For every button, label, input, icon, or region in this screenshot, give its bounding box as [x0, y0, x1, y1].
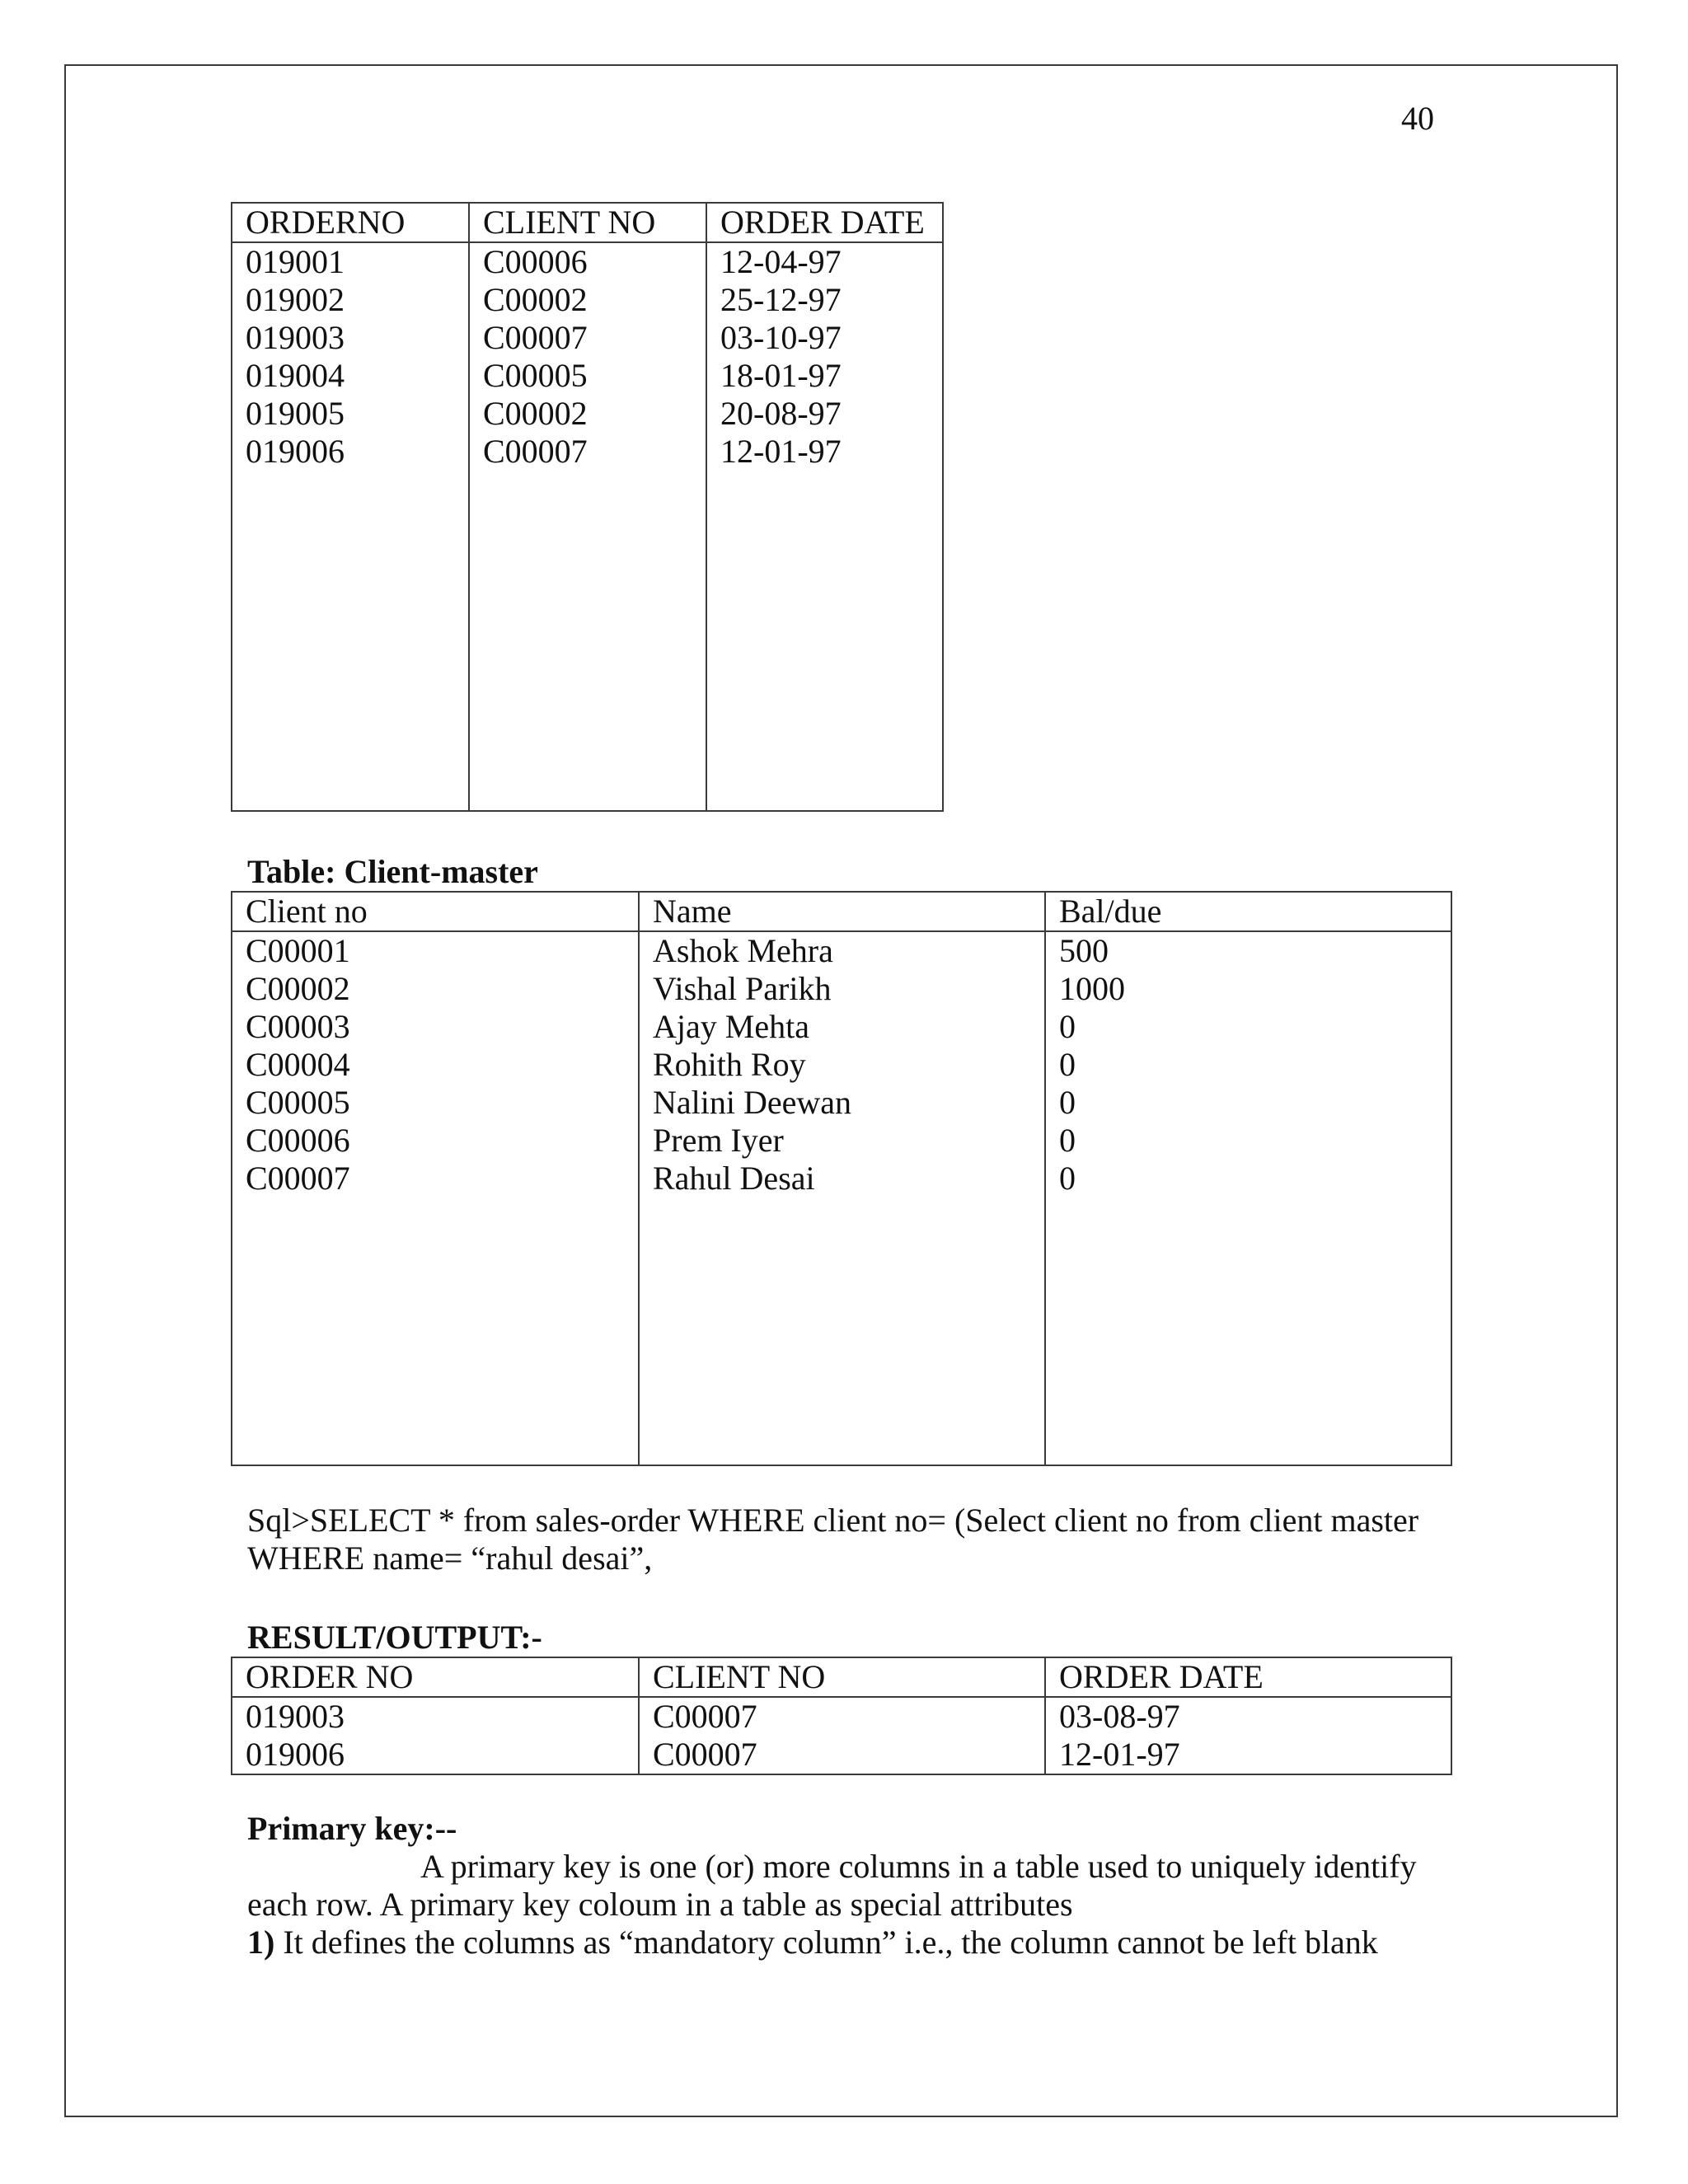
sql-query-line: WHERE name= “rahul desai”,	[247, 1540, 653, 1577]
order-no-column	[232, 1697, 639, 1774]
table-cell: 019006	[246, 433, 345, 470]
table-cell: Ashok Mehra	[653, 932, 833, 969]
column-header: Name	[639, 892, 1045, 931]
table-cell: 0	[1059, 1084, 1076, 1121]
table-cell: Vishal Parikh	[653, 970, 832, 1007]
client-no-column	[469, 242, 706, 811]
result-caption: RESULT/OUTPUT:-	[247, 1619, 542, 1656]
column-header: Bal/due	[1045, 892, 1451, 931]
table-cell: 0	[1059, 1008, 1076, 1045]
table-cell: 12-04-97	[720, 243, 842, 280]
client-no-column	[639, 1697, 1045, 1774]
table-cell: C00007	[483, 319, 588, 356]
point-number: 1)	[247, 1924, 275, 1961]
table-cell: 0	[1059, 1160, 1076, 1197]
table-header-row	[232, 892, 1451, 931]
table-body	[232, 931, 1451, 1465]
client-master-table	[231, 891, 1452, 1466]
primary-key-heading: Primary key:--	[247, 1810, 457, 1847]
table-cell: 500	[1059, 932, 1109, 969]
table-cell: 0	[1059, 1122, 1076, 1159]
column-header: ORDER NO	[232, 1657, 639, 1697]
order-date-column	[1045, 1697, 1451, 1774]
table-cell: Rohith Roy	[653, 1046, 806, 1083]
bal-due-column	[1045, 931, 1451, 1465]
table-cell: C00004	[246, 1046, 350, 1083]
table-cell: 019004	[246, 357, 345, 394]
sql-query-line: Sql>SELECT * from sales-order WHERE client no= (Select client no from client master	[247, 1502, 1419, 1539]
order-date-column	[706, 242, 943, 811]
table-cell: 019003	[246, 319, 345, 356]
table-cell: C00005	[483, 357, 588, 394]
primary-key-body	[247, 1848, 1533, 1961]
table-cell: 019003	[246, 1698, 345, 1735]
table-cell: 12-01-97	[1059, 1736, 1180, 1773]
sales-order-table	[231, 202, 944, 812]
table-body	[232, 1697, 1451, 1774]
table-cell: C00006	[246, 1122, 350, 1159]
table-cell: 019001	[246, 243, 345, 280]
table-cell: 0	[1059, 1046, 1076, 1083]
table-cell: C00002	[246, 970, 350, 1007]
orderno-column	[232, 242, 469, 811]
point-text: It defines the columns as “mandatory column” i.e., the column cannot be left blank	[274, 1924, 1378, 1961]
sql-query	[247, 1502, 1533, 1577]
table-cell: 1000	[1059, 970, 1125, 1007]
table-cell: Ajay Mehta	[653, 1008, 809, 1045]
column-header: ORDER DATE	[1045, 1657, 1451, 1697]
result-table	[231, 1657, 1452, 1775]
table-cell: Rahul Desai	[653, 1160, 815, 1197]
table-cell: C00002	[483, 281, 588, 318]
name-column	[639, 931, 1045, 1465]
primary-key-line: each row. A primary key coloum in a table as special attributes	[247, 1886, 1073, 1923]
table-cell: C00007	[483, 433, 588, 470]
table-cell: C00007	[246, 1160, 350, 1197]
table-cell: 019005	[246, 395, 345, 432]
table-cell: C00006	[483, 243, 588, 280]
table-cell: 03-10-97	[720, 319, 842, 356]
table-cell: Nalini Deewan	[653, 1084, 852, 1121]
column-header: CLIENT NO	[469, 203, 706, 242]
page-number: 40	[1401, 100, 1434, 137]
table-header-row	[232, 203, 943, 242]
column-header: CLIENT NO	[639, 1657, 1045, 1697]
table-cell: 20-08-97	[720, 395, 842, 432]
table-cell: 019006	[246, 1736, 345, 1773]
table-cell: C00007	[653, 1736, 757, 1773]
client-master-caption: Table: Client-master	[247, 853, 538, 890]
table-cell: 03-08-97	[1059, 1698, 1180, 1735]
table-cell: Prem Iyer	[653, 1122, 784, 1159]
table-cell: 12-01-97	[720, 433, 842, 470]
table-cell: C00003	[246, 1008, 350, 1045]
table-cell: 25-12-97	[720, 281, 842, 318]
column-header: Client no	[232, 892, 639, 931]
table-cell: C00002	[483, 395, 588, 432]
table-cell: C00005	[246, 1084, 350, 1121]
table-header-row	[232, 1657, 1451, 1697]
column-header: ORDERNO	[232, 203, 469, 242]
client-no-column	[232, 931, 639, 1465]
table-cell: C00001	[246, 932, 350, 969]
primary-key-point	[247, 1924, 1533, 1961]
table-body	[232, 242, 943, 811]
primary-key-line: A primary key is one (or) more columns in a table used to uniquely identify	[420, 1848, 1417, 1885]
table-cell: 019002	[246, 281, 345, 318]
table-cell: C00007	[653, 1698, 757, 1735]
table-cell: 18-01-97	[720, 357, 842, 394]
column-header: ORDER DATE	[706, 203, 943, 242]
